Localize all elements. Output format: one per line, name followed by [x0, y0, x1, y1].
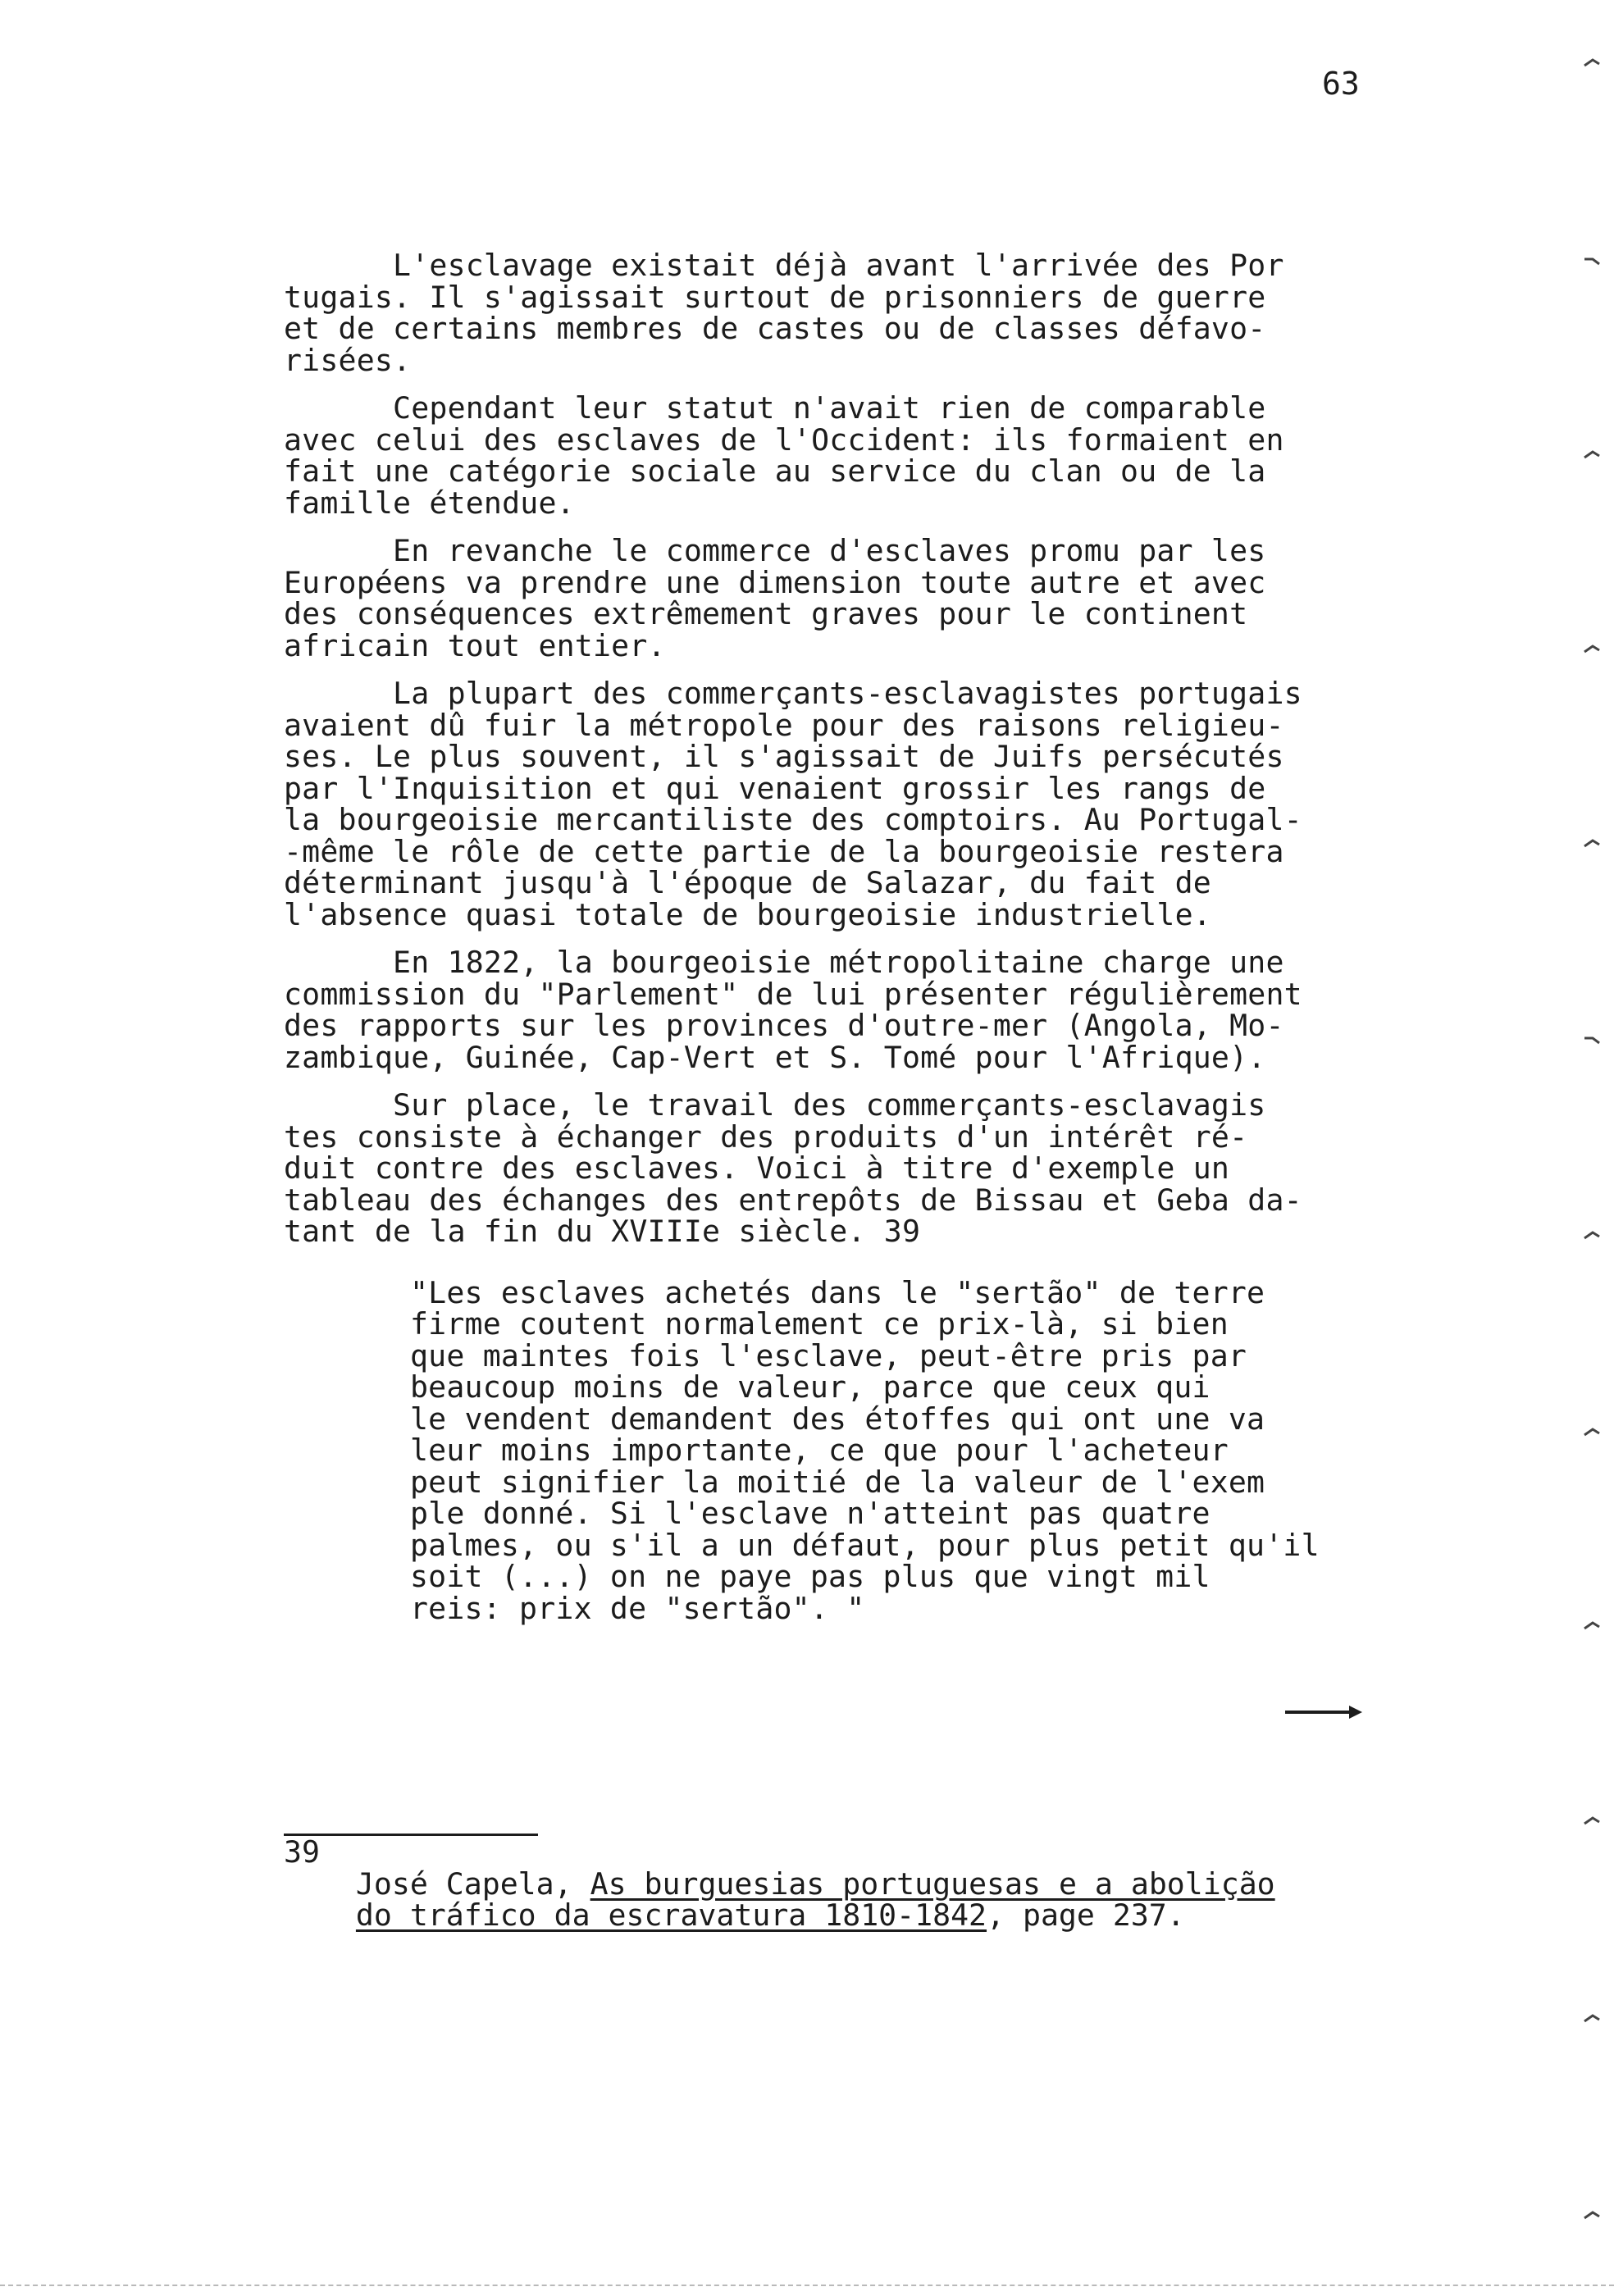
margin-mark	[1583, 838, 1601, 848]
footnote-title-continued: do tráfico da escravatura 1810-1842	[355, 1897, 987, 1933]
page-number: 63	[1322, 66, 1360, 102]
margin-mark	[1583, 644, 1601, 654]
paragraph-sur-place: Sur place, le travail des commerçants-esclavagis tes consiste à échanger des produits d'un intérêt ré- duit contre des esclaves. Voici à titre d'exemple un tableau des échanges des entrepôts de Bissau et Geba da- tant de la fin du XVIIIe siècle. 39	[284, 1087, 1302, 1249]
margin-mark	[1583, 1427, 1601, 1437]
paragraph-commercants: La plupart des commerçants-esclavagistes portugais avaient dû fuir la métropole pour des raisons religieu- ses. Le plus souvent, il s'agissait de Juifs persécutés par l'Inquisition et qui venaient grossir les rangs de la bourgeoisie mercantiliste des comptoirs. Au Portugal- -même le rôle de cette partie de la bourgeoisie restera déterminant jusqu'à l'époque de Salazar, du fait de l'absence quasi totale de bourgeoisie industrielle.	[284, 676, 1302, 932]
margin-mark	[1583, 1815, 1601, 1825]
margin-mark	[1583, 449, 1601, 459]
footnote-author: José Capela,	[355, 1866, 590, 1902]
paragraph-commerce: En revanche le commerce d'esclaves promu par les Européens va prendre une dimension toute autre et avec des conséquences extrêmement graves pour le continent africain tout entier.	[284, 533, 1266, 663]
margin-mark	[1583, 256, 1601, 266]
footnote-page-ref: , page 237.	[987, 1897, 1185, 1933]
margin-mark	[1583, 57, 1601, 67]
arrow-right-icon	[1283, 1700, 1366, 1724]
body-text	[284, 250, 1481, 1641]
margin-mark	[1583, 2210, 1601, 2220]
paragraph-1822: En 1822, la bourgeoisie métropolitaine charge une commission du "Parlement" de lui présenter régulièrement des rapports sur les provinces d'outre-mer (Angola, Mo- zambique, Guinée, Cap-Vert et S. Tomé pour l'Afrique).	[284, 945, 1302, 1075]
scan-edge	[0, 2285, 1614, 2286]
paragraph-esclavage: L'esclavage existait déjà avant l'arrivée des Por tugais. Il s'agissait surtout de prisonniers de guerre et de certains membres de castes ou de classes défavo- risées.	[284, 248, 1284, 378]
paragraph-statut: Cependant leur statut n'avait rien de comparable avec celui des esclaves de l'Occident: ils formaient en fait une catégorie sociale au service du clan ou de la famille étendue.	[284, 390, 1284, 521]
footnote-rule	[284, 1834, 538, 1836]
block-quote: "Les esclaves achetés dans le "sertão" de terre firme coutent normalement ce prix-là, si bien que maintes fois l'esclave, peut-être pris par beaucoup moins de valeur, parce que ceux qui le vendent demandent des étoffes qui ont une va leur moins importante, ce que pour l'acheteur peut signifier la moitié de la valeur de l'exem ple donné. Si l'esclave n'atteint pas quatre palmes, ou s'il a un défaut, pour plus petit qu'il soit (...) on ne paye pas plus que vingt mil reis: prix de "sertão". "	[410, 1274, 1320, 1626]
footnote-number: 39	[284, 1834, 320, 1870]
margin-mark	[1583, 2013, 1601, 2023]
margin-mark	[1583, 1230, 1601, 1240]
margin-mark	[1583, 1620, 1601, 1630]
margin-mark	[1583, 1035, 1601, 1045]
footnote	[284, 1834, 1275, 1933]
footnote-title: As burguesias portuguesas e a abolição	[590, 1866, 1275, 1902]
